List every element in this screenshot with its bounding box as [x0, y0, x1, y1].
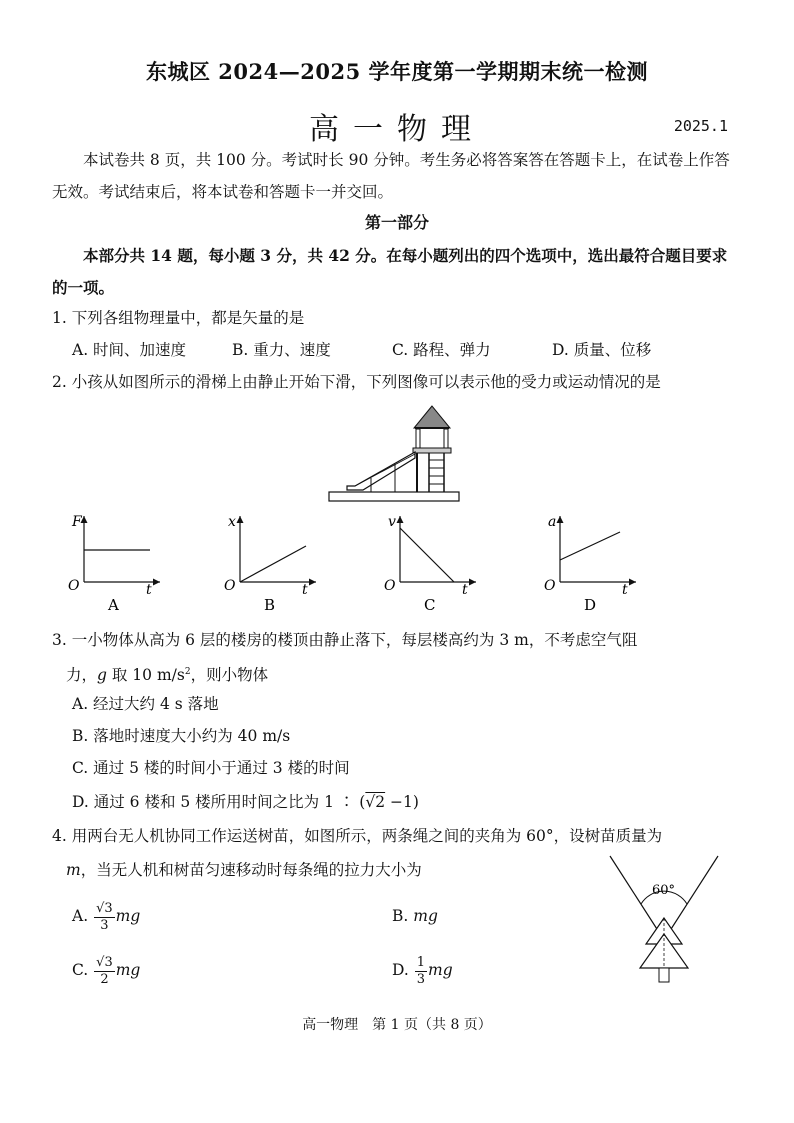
graph-a-origin: O [68, 578, 80, 594]
rope-left [610, 856, 664, 940]
q4-option-b-mg: mg [413, 907, 438, 925]
graph-c-xlabel: t [462, 582, 468, 598]
part-title: 第一部分 [364, 213, 429, 232]
q4-option-c [72, 952, 140, 988]
graph-d-xlabel: t [622, 582, 628, 598]
q3-stem-text-a: 力， [66, 666, 98, 685]
slide-illustration [325, 402, 465, 504]
q3-stem-text-b: 取 10 m/s [106, 666, 185, 685]
q1-option-c: C. 路程、弹力 [392, 341, 491, 359]
q3-option-d [72, 786, 419, 818]
q4-option-c-label: C. [72, 961, 89, 979]
graph-c [384, 514, 476, 614]
graph-a [68, 514, 160, 614]
q3-stem-text-c: ，则小物体 [190, 666, 269, 685]
graph-b [224, 514, 316, 614]
q3-superscript: 2 [184, 667, 191, 677]
exam-title: 东城区 2024—2025 学年度第一学期期末统一检测 [145, 59, 648, 84]
q4-m-symbol: m [66, 861, 81, 879]
q1-stem: 1. 下列各组物理量中，都是矢量的是 [52, 309, 305, 327]
graph-b-ylabel: x [228, 514, 236, 530]
intro-text: 本试卷共 8 页，共 100 分。考试时长 90 分钟。考生务必将答案答在答题卡上，在试卷上作答无效。考试结束后，将本试卷和答题卡一并交回。 [52, 151, 730, 201]
page-footer: 高一物理 第 1 页（共 8 页） [302, 1017, 492, 1033]
q1-option-b: B. 重力、速度 [232, 341, 331, 359]
q4-option-a-label: A. [72, 907, 89, 925]
graph-b-xlabel: t [302, 582, 308, 598]
graph-c-ylabel: v [388, 514, 396, 530]
graph-d [544, 514, 636, 614]
q3-sqrt2: √2 [365, 793, 386, 811]
q4-stem-line1: 4. 用两台无人机协同工作运送树苗，如图所示，两条绳之间的夹角为 60°，设树苗质量为 [52, 827, 663, 845]
q4-option-d-denominator: 3 [416, 971, 426, 987]
q4-option-c-denominator: 2 [100, 971, 109, 987]
q4-option-d-mg: mg [428, 961, 453, 979]
q4-option-b-label: B. [392, 907, 409, 925]
q3-option-d-suffix: −1) [385, 793, 419, 811]
q4-option-c-mg: mg [115, 961, 141, 979]
q2-graphs-svg [64, 510, 744, 620]
q4-option-d-numerator: 1 [416, 954, 426, 970]
drone-tree-diagram [606, 852, 722, 986]
exam-date: 2025.1 [673, 117, 728, 135]
q3-option-d-text: D. 通过 6 楼和 5 楼所用时间之比为 1 ∶ ( [72, 793, 366, 811]
graph-d-line [560, 532, 620, 560]
graph-d-ylabel: a [548, 514, 557, 530]
q3-option-a: A. 经过大约 4 s 落地 [72, 695, 219, 713]
q4-option-a-fraction [94, 901, 115, 934]
q4-option-a [72, 898, 140, 934]
graph-b-origin: O [224, 578, 236, 594]
instructions-text: 本部分共 14 题，每小题 3 分，共 42 分。在每小题列出的四个选项中，选出最符合题目要求的一项。 [52, 246, 728, 297]
q1-options [72, 334, 732, 366]
subject-title: 高一物理 [309, 112, 485, 147]
q3-g-symbol: g [97, 666, 107, 685]
q4-option-d-fraction [415, 955, 427, 988]
q4-option-d [392, 952, 453, 988]
q4-option-b [392, 898, 438, 934]
q2-stem: 2. 小孩从如图所示的滑梯上由静止开始下滑，下列图像可以表示他的受力或运动情况的是 [52, 373, 661, 391]
graph-b-option: B [264, 596, 276, 614]
angle-label: 60° [652, 883, 676, 898]
q3-stem-line2 [52, 656, 742, 691]
graph-d-origin: O [544, 578, 556, 594]
graph-c-option: C [424, 596, 436, 614]
graph-a-xlabel: t [146, 582, 152, 598]
q2-graphs [64, 510, 744, 620]
q4-option-c-numerator: √3 [96, 954, 113, 970]
q4-option-a-numerator: √3 [96, 900, 113, 916]
q1-option-d: D. 质量、位移 [552, 341, 652, 359]
graph-a-ylabel: F [72, 514, 82, 530]
q3-option-c: C. 通过 5 楼的时间小于通过 3 楼的时间 [72, 759, 350, 777]
rope-right [664, 856, 718, 940]
q3-option-b: B. 落地时速度大小约为 40 m/s [72, 727, 291, 745]
graph-d-option: D [584, 596, 597, 614]
q4-option-c-fraction [94, 955, 115, 988]
graph-b-line [240, 546, 306, 582]
graph-c-line [400, 528, 454, 582]
q4-option-d-label: D. [392, 961, 409, 979]
graph-c-origin: O [384, 578, 396, 594]
q4-stem-text: ，当无人机和树苗匀速移动时每条绳的拉力大小为 [80, 861, 422, 879]
q4-option-a-denominator: 3 [100, 917, 109, 933]
graph-a-option: A [108, 596, 119, 614]
q1-option-a: A. 时间、加速度 [72, 341, 187, 359]
q4-option-a-mg: mg [115, 907, 141, 925]
q3-stem-line1: 3. 一小物体从高为 6 层的楼房的楼顶由静止落下，每层楼高约为 3 m，不考虑空气阻 [52, 631, 638, 649]
